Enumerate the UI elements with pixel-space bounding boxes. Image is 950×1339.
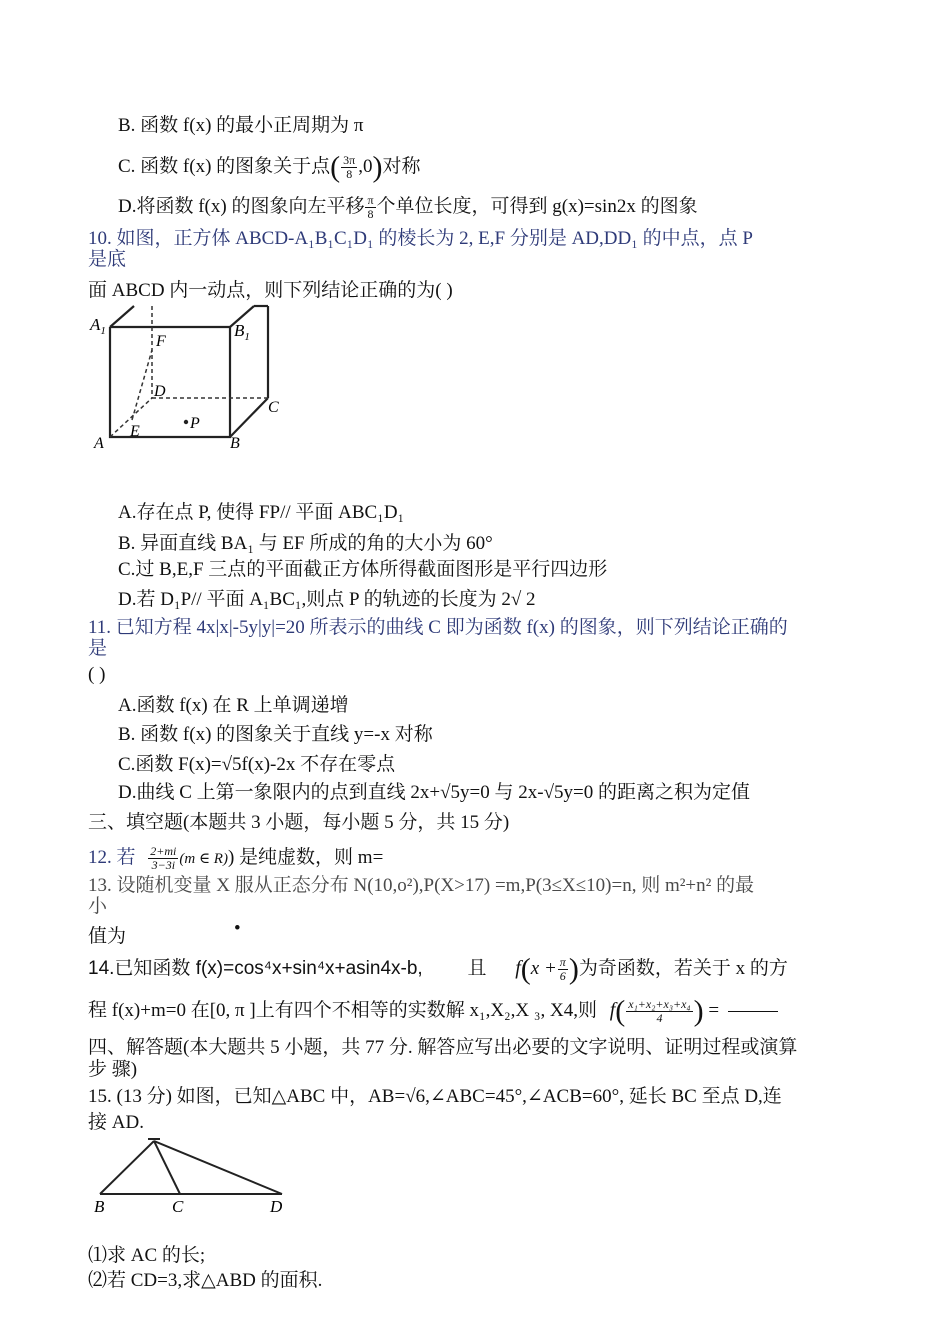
label-d: D xyxy=(270,1197,283,1216)
q13-answer-dot: • xyxy=(234,918,241,939)
q11-option-d: D.曲线 C 上第一象限内的点到直线 2x+√5y=0 与 2x-√5y=0 的距离之积为定值 xyxy=(118,782,750,803)
label-b: B xyxy=(230,435,240,452)
q11-option-c: C.函数 F(x)=√5f(x)-2x 不存在零点 xyxy=(118,754,396,775)
label-e: E xyxy=(130,423,140,440)
q14-fraction-sum: $\frac{\text{x₁+x₂+x₃+x₄}}{4}$ xyxy=(628,997,691,1026)
q15-part-2: ⑵若 CD=3,求△ABD 的面积. xyxy=(88,1270,323,1291)
q11-option-b: B. 函数 f(x) 的图象关于直线 y=-x 对称 xyxy=(118,724,433,745)
q10-stem-line2: 是底 xyxy=(88,249,127,270)
q10-option-c: C.过 B,E,F 三点的平面截正方体所得截面图形是平行四边形 xyxy=(118,559,608,580)
label-d: D xyxy=(154,383,166,400)
label-a1: $A_1$ xyxy=(90,315,106,337)
q15-stem-line1: 15. (13 分) 如图，已知△ABC 中，AB=√6,∠ABC=45°,∠ACB=60°, 延长 BC 至点 D,连 xyxy=(88,1086,782,1107)
q15-stem-line2: 接 AD. xyxy=(88,1112,144,1133)
q9-option-b: B. 函数 f(x) 的最小正周期为 π xyxy=(118,115,364,136)
q13-line1: 13. 设随机变量 X 服从正态分布 N(10,o²),P(X>17) =m,P(3≤X≤10)=n, 则 m²+n² 的最 xyxy=(88,875,755,896)
q9-option-c-fraction: $\frac{3\pi}{8}$ xyxy=(343,153,356,182)
q12-fraction: $\frac{2+mi}{3-3i}$ xyxy=(150,844,177,873)
label-f: F xyxy=(156,333,166,350)
q10-option-b: B. 异面直线 BA₁ 与 EF 所成的角的大小为 60° xyxy=(118,533,493,554)
q15-part-1: ⑴求 AC 的长; xyxy=(88,1245,206,1266)
q10-stem-line1: 10. 如图，正方体 ABCD-A₁B₁C₁D₁ 的棱长为 2, E,F 分别是 AD,DD₁ 的中点，点 P xyxy=(88,228,753,249)
q9-option-d-fraction: $\frac{\pi}{8}$ xyxy=(367,193,374,222)
q10-stem-line3: 面 ABCD 内一动点，则下列结论正确的为( ) xyxy=(88,280,453,301)
q11-stem-line2: 是 xyxy=(88,638,108,659)
q13-line2: 小 xyxy=(88,896,108,917)
q9-option-c: C. 函数 f(x) 的图象关于点( $\frac{3\pi}{8}$ ,0)对称 xyxy=(118,150,421,184)
q14-fraction-pi-6: $\frac{\pi}{6}$ xyxy=(559,955,566,984)
q13-line3: 值为 xyxy=(88,926,127,947)
label-a: A xyxy=(94,435,104,452)
label-c: C xyxy=(268,399,279,416)
q11-stem-line3: ( ) xyxy=(88,664,106,685)
label-c: C xyxy=(172,1197,184,1216)
q10-option-a: A.存在点 P, 使得 FP// 平面 ABC₁D₁ xyxy=(118,502,405,523)
cube-figure xyxy=(88,300,288,460)
q14-line1: 14.已知函数 f(x)=cos⁴x+sin⁴x+asin4x-b, 且 f(x + $\frac{\pi}{6}$ )为奇函数，若关于 x 的方 xyxy=(88,952,788,986)
q11-option-a: A.函数 f(x) 在 R 上单调递增 xyxy=(118,695,349,716)
q14-line2: 程 f(x)+m=0 在[0, π ]上有四个不相等的实数解 x₁,X₂,X ₃, X4,则 f( $\frac{\text{x₁+x₂+x₃+x₄}}{4}$ ) = xyxy=(88,990,778,1030)
triangle-figure xyxy=(88,1132,303,1222)
q9-option-c-text: C. 函数 f(x) 的图象关于点 xyxy=(118,156,331,177)
label-b: B xyxy=(94,1197,105,1216)
q9-option-d: D.将函数 f(x) 的图象向左平移 $\frac{\pi}{8}$ 个单位长度，可得到 g(x)=sin2x 的图象 xyxy=(118,193,698,222)
q14-answer-blank[interactable] xyxy=(728,1011,778,1012)
q12: 12. 若 $\frac{2+mi}{3-3i}$ (m ∈ R)) 是纯虚数，则 m= xyxy=(88,844,384,873)
label-b1: $B_1$ xyxy=(234,321,250,343)
q9-option-c-tail: 对称 xyxy=(382,156,421,177)
section-4-heading-line2: 步 骤) xyxy=(88,1059,138,1080)
q11-stem-line1: 11. 已知方程 4x|x|-5y|y|=20 所表示的曲线 C 即为函数 f(x) 的图象，则下列结论正确的 xyxy=(88,617,788,638)
q10-option-d: D.若 D₁P// 平面 A₁BC₁,则点 P 的轨迹的长度为 2√ 2 xyxy=(118,589,536,610)
label-p: P xyxy=(190,415,200,432)
section-4-heading-line1: 四、解答题(本大题共 5 小题，共 77 分. 解答应写出必要的文字说明、证明过程或演算 xyxy=(88,1037,798,1058)
section-3-heading: 三、填空题(本题共 3 小题，每小题 5 分，共 15 分) xyxy=(88,812,510,833)
